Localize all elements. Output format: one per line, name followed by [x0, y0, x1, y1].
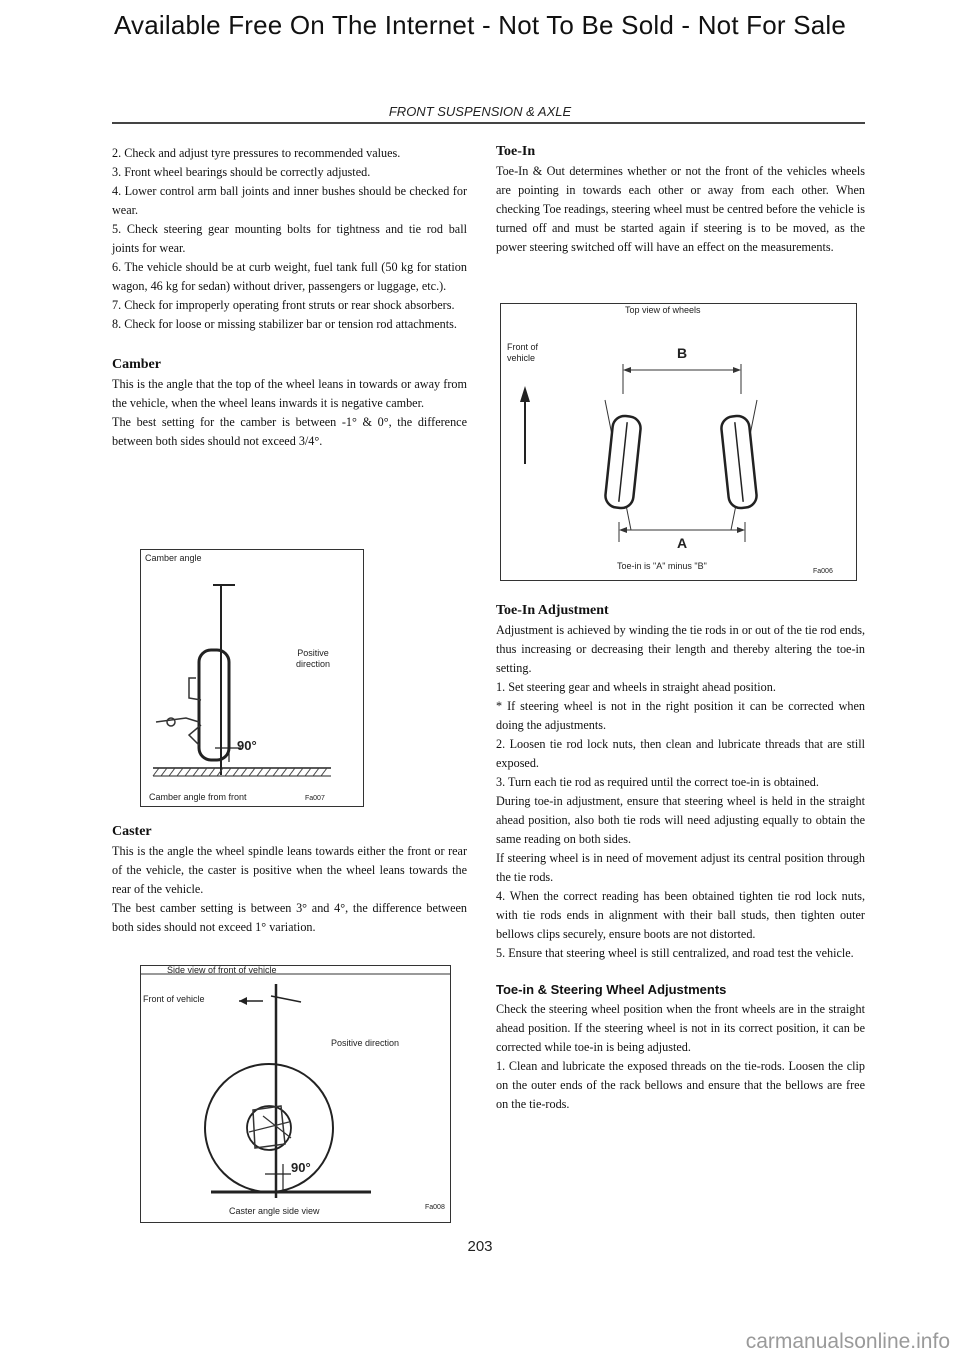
page-number: 203 — [467, 1238, 493, 1255]
camber-paragraph-2: The best setting for the camber is between -1° & 0°, the difference between both sides should not exceed 3/4°. — [112, 415, 467, 448]
toe-adjustment-heading: Toe-In Adjustment — [496, 603, 609, 618]
toe-adjust-para-9: 5. Ensure that steering wheel is still centralized, and road test the vehicle. — [496, 946, 854, 960]
caster-positive-label: Positive direction — [331, 1038, 400, 1048]
caster-heading: Caster — [112, 824, 152, 839]
toe-adjustment-section — [496, 601, 865, 1114]
toe-figure-title: Top view of wheels — [625, 305, 701, 315]
caster-figure-caption: Caster angle side view — [229, 1206, 320, 1216]
toe-adjust-para-3: * If steering wheel is not in the right position it can be corrected when doing the adjustments. — [496, 699, 865, 732]
camber-figure — [140, 549, 364, 807]
caster-figure — [140, 965, 451, 1223]
toe-figure-caption: Toe-in is "A" minus "B" — [617, 561, 707, 571]
caster-paragraph-2: The best camber setting is between 3° and 4°, the difference between both sides should not exceed 1° variation. — [112, 901, 467, 934]
toe-figure — [500, 303, 857, 581]
camber-figure-title: Camber angle — [145, 553, 202, 563]
toe-in-paragraph: Toe-In & Out determines whether or not the front of the vehicles wheels are pointing in towards each other or away from each other. When checking Toe readings, steering wheel must be centred before the vehicle is turned off and must be started again if steering is to be moved, as the power steering switched off will have an effect on the measurements. — [496, 164, 865, 254]
toe-in-heading: Toe-In — [496, 144, 536, 159]
toe-adjust-para-2: 1. Set steering gear and wheels in straight ahead position. — [496, 680, 776, 694]
camber-paragraph-1: This is the angle that the top of the wheel leans in towards or away from the vehicle, when the wheel leans inwards it is negative camber. — [112, 377, 467, 410]
toe-in-section — [496, 142, 865, 257]
toe-adjust-para-8: 4. When the correct reading has been obtained tighten tie rod lock nuts, with tie rods ends in alignment with their ball studs, then tighten outer bellows clips securely, ensure boots are not distorted. — [496, 889, 865, 941]
toe-b-label: B — [677, 345, 688, 361]
steering-para-1: Check the steering wheel position when the front wheels are in the straight ahead position. If the steering wheel is not in its correct position, it can be corrected while toe-in is being adjusted. — [496, 1002, 865, 1054]
check-item-6: 6. The vehicle should be at curb weight, fuel tank full (50 kg for station wagon, 46 kg for sedan) without driver, passengers or luggage, etc.). — [112, 260, 467, 293]
caster-front-label: Front of vehicle — [143, 994, 205, 1004]
footer-watermark: carmanualsonline.info — [745, 1330, 950, 1353]
check-item-3: 3. Front wheel bearings should be correctly adjusted. — [112, 165, 371, 179]
toe-adjust-para-4: 2. Loosen tie rod lock nuts, then clean and lubricate threads that are still exposed. — [496, 737, 865, 770]
toe-a-label: A — [677, 535, 688, 551]
steering-para-2: 1. Clean and lubricate the exposed threads on the tie-rods. Loosen the clip on the outer ends of the rack bellows and ensure that the bellows are free on the tie-rods. — [496, 1059, 865, 1111]
toe-adjust-para-5: 3. Turn each tie rod as required until the correct toe-in is obtained. — [496, 775, 819, 789]
caster-figure-code: Fa008 — [425, 1204, 445, 1211]
toe-adjust-para-6: During toe-in adjustment, ensure that steering wheel is held in the straight ahead position, also both tie rods will need adjusting equally to obtain the same reading on both sides. — [496, 794, 865, 846]
caster-angle-label: 90° — [291, 1160, 311, 1175]
check-item-5: 5. Check steering gear mounting bolts for tightness and tie rod ball joints for wear. — [112, 222, 467, 255]
caster-figure-title: Side view of front of vehicle — [167, 965, 277, 975]
watermark-banner: Available Free On The Internet - Not To Be Sold - Not For Sale — [113, 10, 847, 40]
camber-heading: Camber — [112, 357, 161, 372]
section-title: FRONT SUSPENSION & AXLE — [388, 104, 572, 119]
toe-adjust-para-7: If steering wheel is in need of movement adjust its central position through the tie rods. — [496, 851, 865, 884]
check-item-4: 4. Lower control arm ball joints and inner bushes should be checked for wear. — [112, 184, 467, 217]
toe-figure-code: Fa006 — [813, 568, 833, 575]
caster-paragraph-1: This is the angle the wheel spindle leans towards either the front or rear of the vehicle, the caster is positive when the wheel leans towards the rear of the vehicle. — [112, 844, 467, 896]
camber-figure-code: Fa007 — [305, 795, 325, 802]
steering-heading: Toe-in & Steering Wheel Adjustments — [496, 982, 727, 997]
camber-angle-label: 90° — [237, 738, 257, 753]
check-item-8: 8. Check for loose or missing stabilizer bar or tension rod attachments. — [112, 317, 457, 331]
check-item-7: 7. Check for improperly operating front struts or rear shock absorbers. — [112, 298, 455, 312]
camber-positive-label: Positive direction — [295, 648, 331, 669]
camber-figure-caption: Camber angle from front — [149, 792, 247, 802]
caster-section — [112, 822, 467, 937]
header-rule — [112, 122, 865, 124]
camber-diagram — [141, 550, 363, 806]
toe-adjust-para-1: Adjustment is achieved by winding the tie rods in or out of the tie rod ends, thus increasing or decreasing their length and thereby altering the toe-in setting. — [496, 623, 865, 675]
check-item-2: 2. Check and adjust tyre pressures to recommended values. — [112, 146, 401, 160]
toe-front-label: Front of vehicle — [507, 342, 539, 363]
left-checklist — [112, 144, 467, 451]
